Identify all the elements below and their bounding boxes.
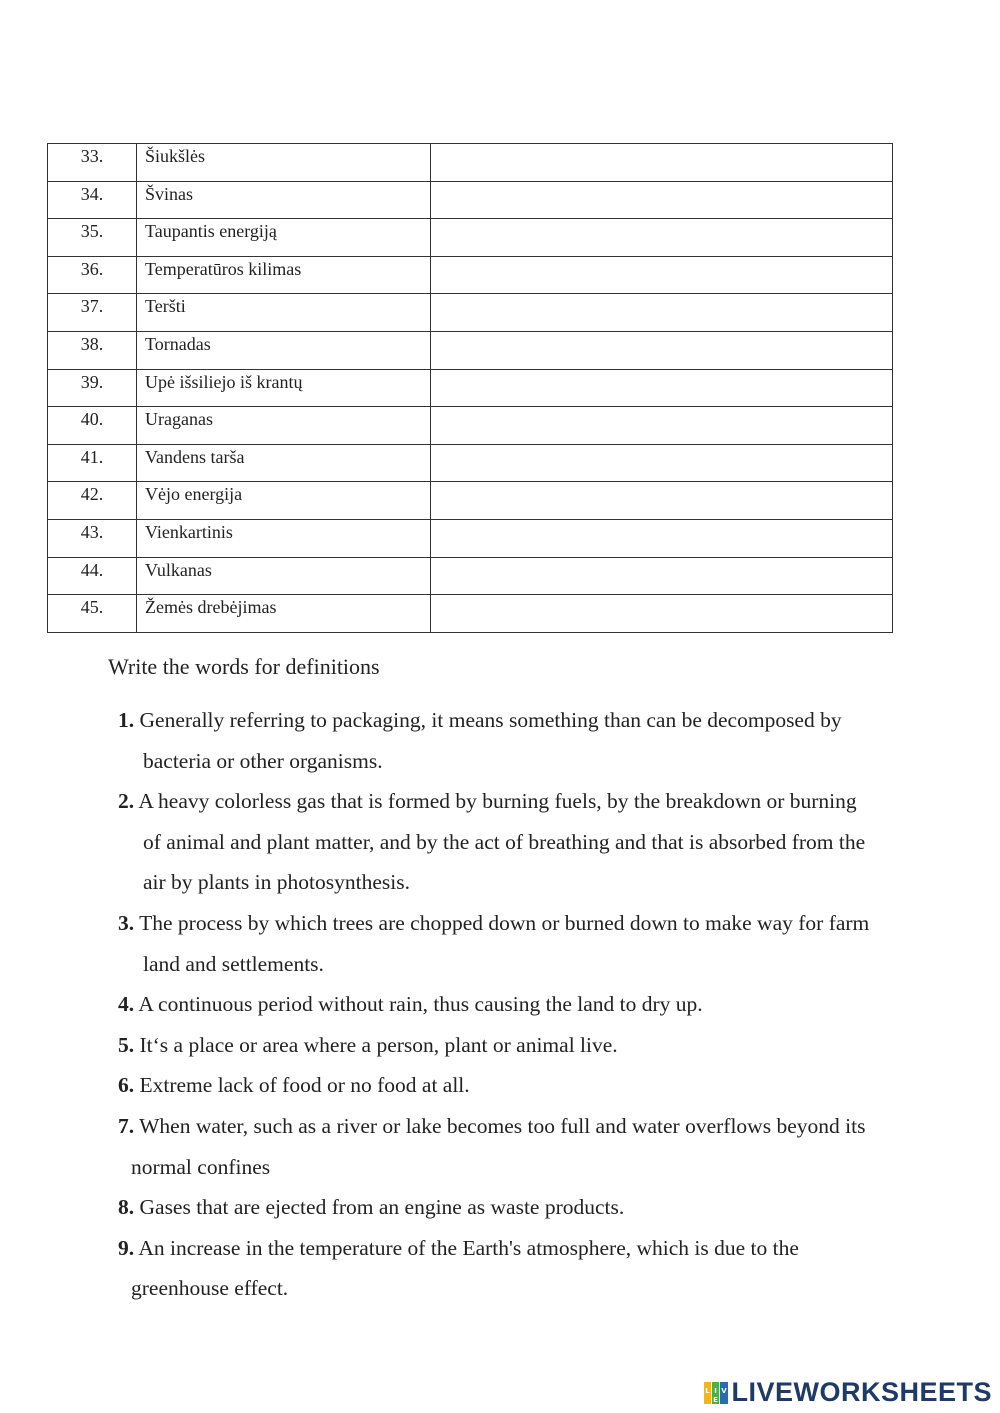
definition-number: 8. — [118, 1195, 135, 1220]
answer-cell[interactable] — [431, 519, 893, 557]
table-row — [48, 256, 893, 294]
definition-number: 3. — [118, 910, 135, 935]
answer-cell[interactable] — [431, 595, 893, 633]
row-word: Vėjo energija — [137, 482, 431, 520]
definition-number: 6. — [118, 1073, 135, 1098]
table-row — [48, 369, 893, 407]
definition-text: The process by which trees are chopped down or burned down to make way for farm — [139, 910, 870, 935]
table-row — [48, 144, 893, 182]
definition-item — [118, 700, 948, 781]
answer-cell[interactable] — [431, 369, 893, 407]
definitions-heading: Write the words for definitions — [108, 654, 380, 679]
definition-item — [118, 781, 948, 903]
table-row — [48, 181, 893, 219]
row-word: Teršti — [137, 294, 431, 332]
row-number: 34. — [48, 181, 137, 219]
table-row — [48, 557, 893, 595]
liveworksheets-logo-icon — [703, 1380, 729, 1406]
answer-cell[interactable] — [431, 331, 893, 369]
table-row — [48, 407, 893, 445]
answer-cell[interactable] — [431, 144, 893, 182]
definition-item — [118, 984, 948, 1025]
row-number: 45. — [48, 595, 137, 633]
definition-text-continued: bacteria or other organisms. — [143, 748, 383, 773]
row-number: 37. — [48, 294, 137, 332]
row-number: 38. — [48, 331, 137, 369]
row-number: 35. — [48, 219, 137, 257]
table-row — [48, 444, 893, 482]
row-number: 36. — [48, 256, 137, 294]
brand-text: LIVEWORKSHEETS — [731, 1377, 992, 1407]
definition-text: It‘s a place or area where a person, plant or animal live. — [139, 1032, 618, 1057]
row-word: Tornadas — [137, 331, 431, 369]
answer-cell[interactable] — [431, 482, 893, 520]
row-word: Vandens tarša — [137, 444, 431, 482]
definition-number: 7. — [118, 1113, 135, 1138]
row-word: Temperatūros kilimas — [137, 256, 431, 294]
definition-item — [118, 1025, 948, 1066]
definition-text-continued: of animal and plant matter, and by the act of breathing and that is absorbed from the — [143, 829, 866, 854]
answer-cell[interactable] — [431, 181, 893, 219]
row-number: 39. — [48, 369, 137, 407]
definition-text: A continuous period without rain, thus causing the land to dry up. — [138, 992, 703, 1017]
row-number: 33. — [48, 144, 137, 182]
definition-number: 2. — [118, 789, 135, 814]
definition-number: 4. — [118, 992, 135, 1017]
svg-text:I: I — [714, 1386, 718, 1395]
row-number: 40. — [48, 407, 137, 445]
answer-cell[interactable] — [431, 219, 893, 257]
row-number: 42. — [48, 482, 137, 520]
svg-text:E: E — [713, 1395, 719, 1404]
row-word: Uraganas — [137, 407, 431, 445]
svg-text:V: V — [721, 1386, 728, 1395]
answer-cell[interactable] — [431, 557, 893, 595]
definition-text: A heavy colorless gas that is formed by burning fuels, by the breakdown or burning — [138, 789, 857, 814]
definition-number: 5. — [118, 1032, 135, 1057]
answer-cell[interactable] — [431, 294, 893, 332]
definition-number: 1. — [118, 708, 135, 732]
row-word: Taupantis energiją — [137, 219, 431, 257]
table-row — [48, 331, 893, 369]
row-word: Žemės drebėjimas — [137, 595, 431, 633]
definition-item — [118, 1187, 948, 1228]
table-row — [48, 219, 893, 257]
row-number: 43. — [48, 519, 137, 557]
definition-item — [118, 1228, 948, 1309]
vocabulary-table — [47, 143, 893, 633]
definition-text-continued: greenhouse effect. — [131, 1276, 289, 1301]
definition-text: An increase in the temperature of the Earth's atmosphere, which is due to the — [138, 1235, 799, 1260]
row-word: Vienkartinis — [137, 519, 431, 557]
table-row — [48, 294, 893, 332]
answer-cell[interactable] — [431, 444, 893, 482]
definition-text-continued: land and settlements. — [143, 951, 324, 976]
answer-cell[interactable] — [431, 407, 893, 445]
row-word: Švinas — [137, 181, 431, 219]
table-row — [48, 595, 893, 633]
definition-text: Generally referring to packaging, it means something than can be decomposed by — [139, 708, 842, 732]
definition-text-continued: normal confines — [131, 1154, 271, 1179]
row-word: Vulkanas — [137, 557, 431, 595]
row-number: 41. — [48, 444, 137, 482]
svg-text:L: L — [705, 1386, 711, 1395]
definition-text: When water, such as a river or lake becomes too full and water overflows beyond its — [139, 1113, 866, 1138]
definition-item — [118, 1065, 948, 1106]
table-row — [48, 519, 893, 557]
row-word: Šiukšlės — [137, 144, 431, 182]
definition-number: 9. — [118, 1235, 135, 1260]
answer-cell[interactable] — [431, 256, 893, 294]
definition-text: Extreme lack of food or no food at all. — [139, 1073, 470, 1098]
row-word: Upė išsiliejo iš krantų — [137, 369, 431, 407]
definitions-list — [118, 700, 948, 1309]
definition-item — [118, 903, 948, 984]
table-row — [48, 482, 893, 520]
row-number: 44. — [48, 557, 137, 595]
definition-item — [118, 1106, 948, 1187]
definition-text: Gases that are ejected from an engine as waste products. — [139, 1195, 625, 1220]
definition-text-continued: air by plants in photosynthesis. — [143, 870, 410, 895]
brand-footer — [703, 1377, 992, 1408]
